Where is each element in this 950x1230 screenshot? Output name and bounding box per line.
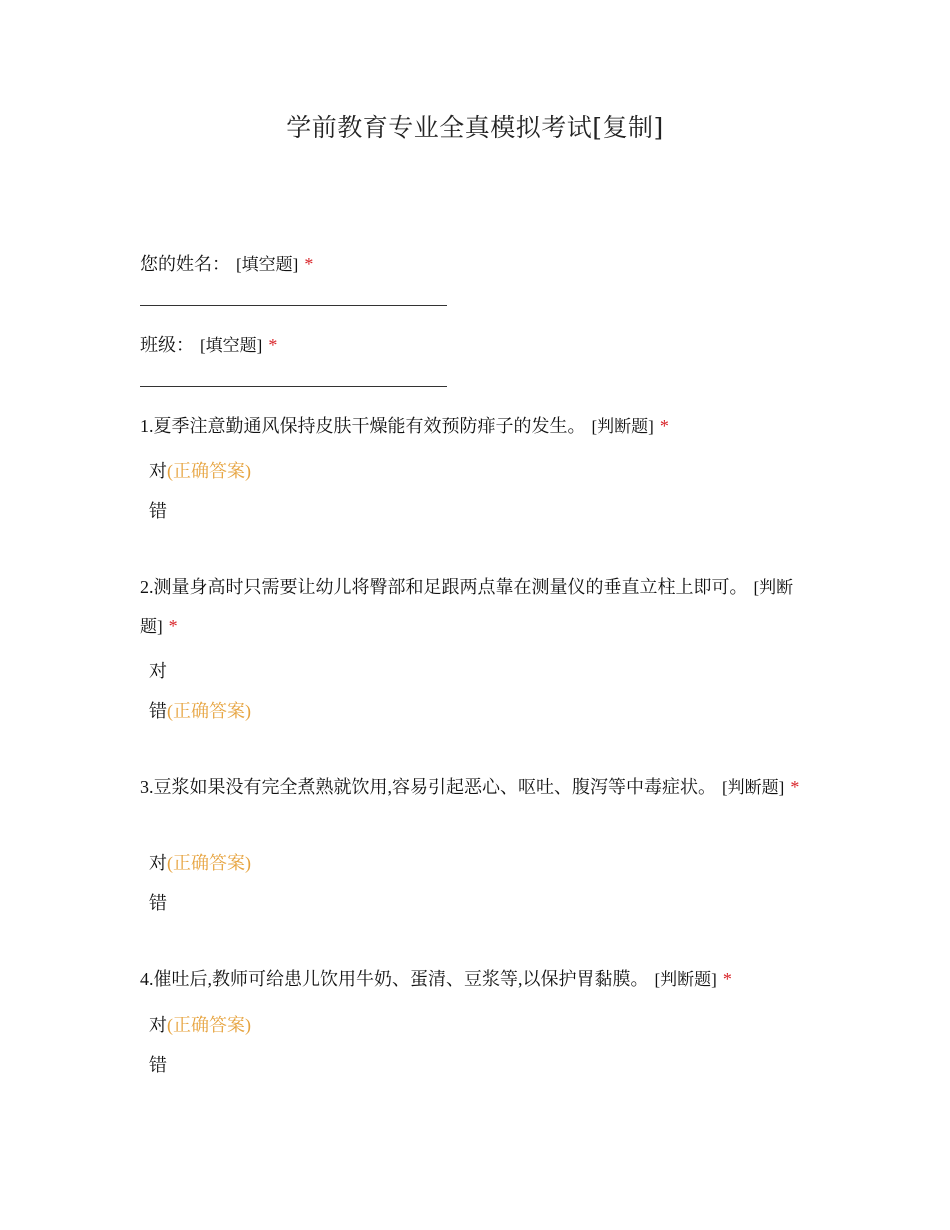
question-text: 4.催吐后,教师可给患儿饮用牛奶、蛋清、豆浆等,以保护胃黏膜。 <box>140 969 649 989</box>
option-label: 错 <box>149 501 167 521</box>
question-type-tag: [判断题] <box>654 970 717 989</box>
question-4-option-true[interactable] <box>149 1011 251 1039</box>
correct-answer-note: (正确答案) <box>167 1015 251 1035</box>
option-label: 错 <box>149 701 167 721</box>
required-mark: * <box>722 969 732 989</box>
question-3-option-true[interactable] <box>149 849 251 877</box>
question-3 <box>140 768 810 807</box>
question-type-tag: [判断题] <box>140 578 794 636</box>
question-2-option-false[interactable] <box>149 697 251 725</box>
question-type-tag: [填空题] <box>236 255 299 274</box>
question-1-option-false[interactable] <box>149 497 167 525</box>
required-mark: * <box>790 777 800 797</box>
question-3-option-false[interactable] <box>149 889 167 917</box>
option-label: 对 <box>149 661 167 681</box>
field-label: 班级： <box>140 335 194 355</box>
option-label: 对 <box>149 461 167 481</box>
required-mark: * <box>168 616 178 636</box>
option-label: 对 <box>149 853 167 873</box>
question-1 <box>140 407 810 446</box>
name-answer-line[interactable] <box>140 305 447 306</box>
field-name-label-row <box>140 245 810 284</box>
required-mark: * <box>304 254 314 274</box>
question-type-tag: [填空题] <box>200 336 263 355</box>
question-type-tag: [判断题] <box>722 778 785 797</box>
option-label: 错 <box>149 1055 167 1075</box>
field-class-label-row <box>140 326 810 365</box>
question-text: 1.夏季注意勤通风保持皮肤干燥能有效预防痱子的发生。 <box>140 416 586 436</box>
question-4 <box>140 960 810 999</box>
question-2-option-true[interactable] <box>149 657 167 685</box>
page-title: 学前教育专业全真模拟考试[复制] <box>286 113 664 142</box>
field-label: 您的姓名： <box>140 254 230 274</box>
question-text: 2.测量身高时只需要让幼儿将臀部和足跟两点靠在测量仪的垂直立柱上即可。 <box>140 577 748 597</box>
option-label: 错 <box>149 893 167 913</box>
correct-answer-note: (正确答案) <box>167 461 251 481</box>
question-1-option-true[interactable] <box>149 457 251 485</box>
question-4-option-false[interactable] <box>149 1051 167 1079</box>
correct-answer-note: (正确答案) <box>167 853 251 873</box>
question-text: 3.豆浆如果没有完全煮熟就饮用,容易引起恶心、呕吐、腹泻等中毒症状。 <box>140 777 716 797</box>
option-label: 对 <box>149 1015 167 1035</box>
correct-answer-note: (正确答案) <box>167 701 251 721</box>
question-2 <box>140 568 810 646</box>
required-mark: * <box>659 416 669 436</box>
question-type-tag: [判断题] <box>591 417 654 436</box>
class-answer-line[interactable] <box>140 386 447 387</box>
required-mark: * <box>268 335 278 355</box>
